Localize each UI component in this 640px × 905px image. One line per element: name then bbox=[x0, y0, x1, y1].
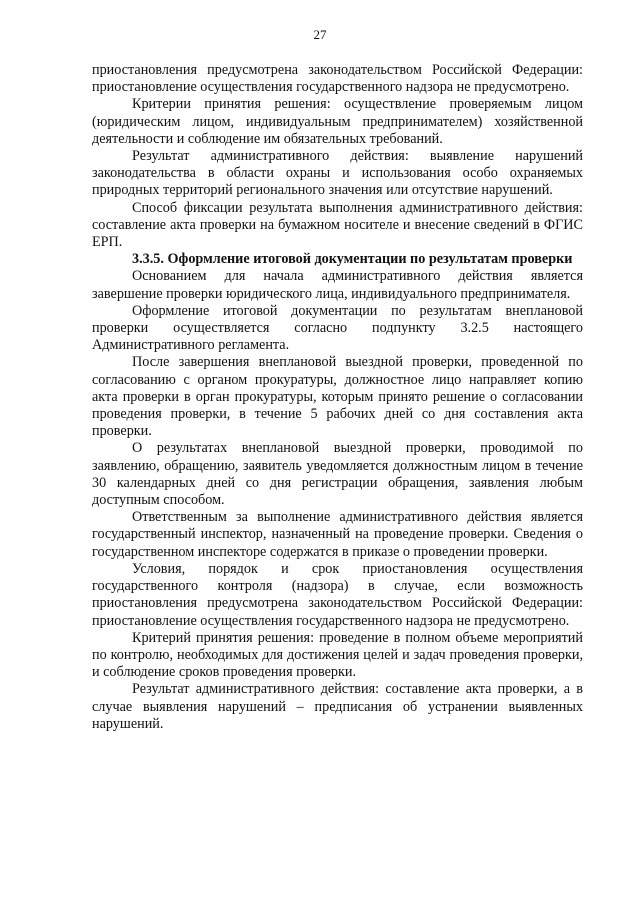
paragraph-applicant-notice: О результатах внеплановой выездной проверки, проводимой по заявлению, обращению, заявитель уведомляется должностным лицом в течение 30 календарных дней со дня регистрации обращения, заявления любым доступным способом. bbox=[92, 440, 583, 509]
paragraph-basis: Основанием для начала административного действия является завершение проверки юридического лица, индивидуального предпринимателя. bbox=[92, 268, 583, 302]
paragraph-prosecutor-copy: После завершения внеплановой выездной проверки, проведенной по согласованию с органом прокуратуры, должностное лицо направляет копию акта проверки в орган прокуратуры, которым принято решение о согласовании проведения проверки, в течение 5 рабочих дней со дня составления акта проверки. bbox=[92, 354, 583, 440]
section-heading: 3.3.5. Оформление итоговой документации по результатам проверки bbox=[132, 251, 573, 268]
paragraph-decision-criterion: Критерий принятия решения: проведение в полном объеме мероприятий по контролю, необходимых для достижения целей и задач проведения проверки, и соблюдение сроков проведения проверки. bbox=[92, 629, 583, 681]
document-body bbox=[92, 62, 583, 733]
page-number: 27 bbox=[313, 27, 327, 42]
paragraph-action-result: Результат административного действия: выявление нарушений законодательства в области охраны и использования особо охраняемых природных территорий регионального значения или отсутствие нарушений. bbox=[92, 148, 583, 199]
paragraph-continuation: приостановления предусмотрена законодательством Российской Федерации: приостановление осуществления государственного надзора не предусмотрено. bbox=[92, 62, 583, 96]
paragraph-decision-criteria: Критерии принятия решения: осуществление проверяемым лицом (юридическим лицом, индивидуальным предпринимателем) хозяйственной деятельности и соблюдение им обязательных требований. bbox=[92, 96, 583, 147]
paragraph-suspension-conditions: Условия, порядок и срок приостановления осуществления государственного контроля (надзора) в случае, если возможность приостановления предусмотрена законодательством Российской Федерации: приостановление осуществления государственного надзора не предусмотрено. bbox=[92, 560, 583, 629]
paragraph-responsible-person: Ответственным за выполнение административного действия является государственный инспектор, назначенный на проведение проверки. Сведения о государственном инспекторе содержатся в приказе о проведении проверки. bbox=[92, 509, 583, 560]
paragraph-result: Результат административного действия: составление акта проверки, а в случае выявления нарушений – предписания об устранении выявленных нарушений. bbox=[92, 681, 583, 732]
paragraph-final-documentation: Оформление итоговой документации по результатам внеплановой проверки осуществляется согласно подпункту 3.2.5 настоящего Административного регламента. bbox=[92, 302, 583, 354]
paragraph-fixation-method: Способ фиксации результата выполнения административного действия: составление акта проверки на бумажном носителе и внесение сведений в ФГИС ЕРП. bbox=[92, 199, 583, 251]
